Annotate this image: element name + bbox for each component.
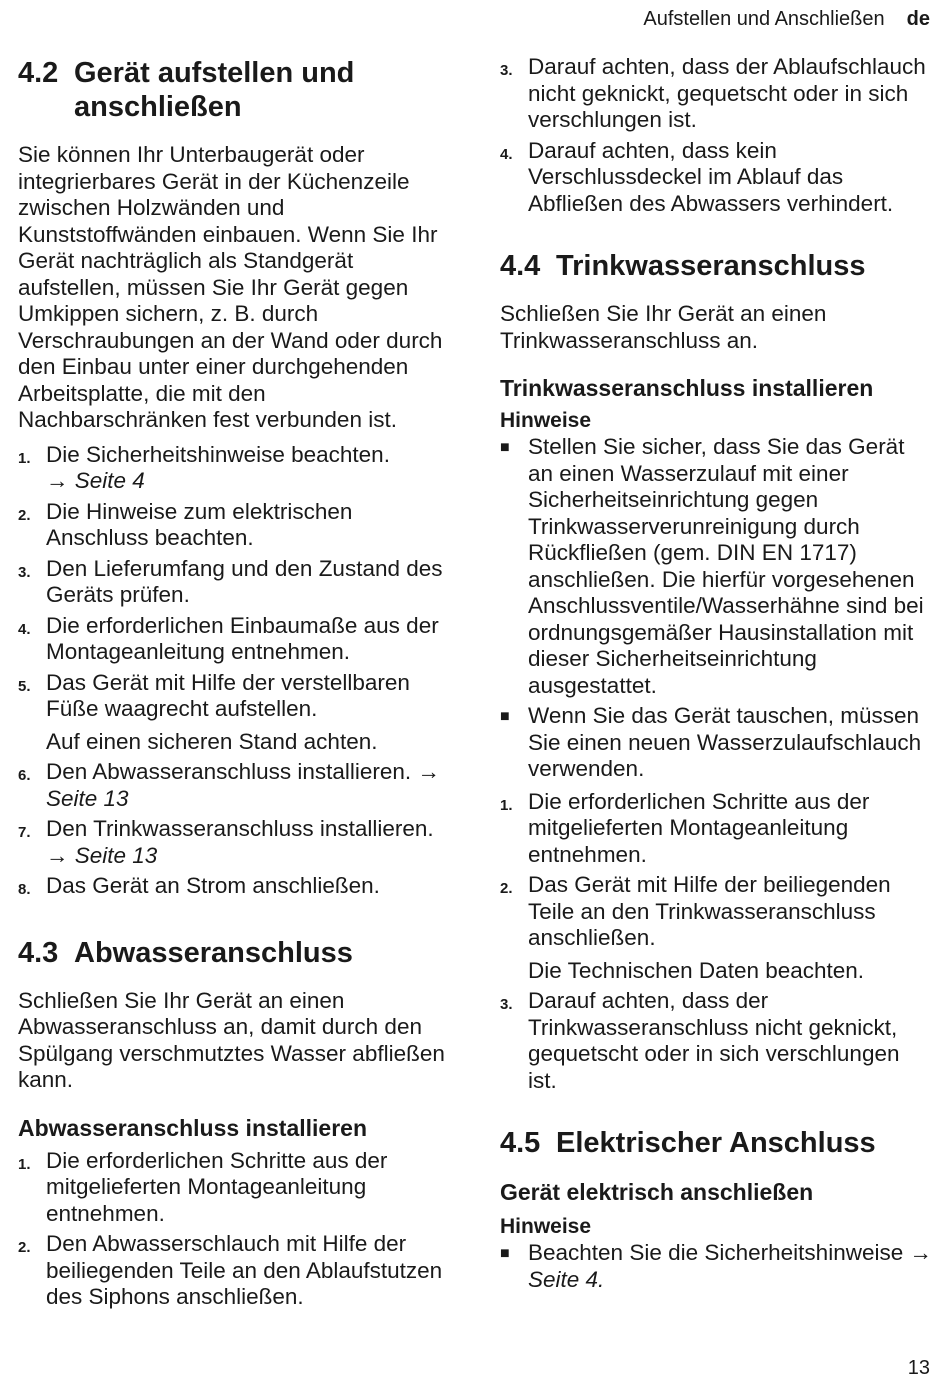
section-4-3-steps	[18, 1148, 458, 1311]
section-title: Trinkwasseranschluss	[556, 250, 866, 282]
notes-heading: Hinweise	[500, 409, 592, 432]
step-text: Darauf achten, dass der Ablaufschlauch nicht geknickt, gequetscht oder in sich verschlungen ist.	[528, 54, 926, 132]
section-number: 4.2	[18, 57, 59, 89]
step-number: 7.	[18, 824, 31, 841]
step-text: Die Sicherheitshinweise beachten.	[46, 441, 390, 467]
step-text: Den Abwasserschlauch mit Hilfe der beiliegenden Teile an den Ablaufstutzen des Siphons anschließen.	[46, 1231, 443, 1309]
notes-heading: Hinweise	[500, 1215, 592, 1238]
step-item	[18, 556, 458, 609]
section-4-5-subheading: Gerät elektrisch anschließen	[500, 1179, 814, 1205]
step-text: Das Gerät mit Hilfe der verstellbaren Füße waagrecht aufstellen.	[46, 669, 410, 721]
step-number: 8.	[18, 881, 31, 898]
notes-list	[500, 434, 932, 783]
step-text: Den Abwasseranschluss installieren.	[46, 759, 412, 784]
step-text: Darauf achten, dass kein Verschlussdeckel im Ablauf das Abfließen des Abwassers verhindert.	[528, 137, 894, 216]
note-text: Wenn Sie das Gerät tauschen, müssen Sie einen neuen Wasserzulaufschlauch verwenden.	[528, 703, 922, 781]
step-item	[18, 1148, 458, 1228]
page-number: 13	[907, 1357, 930, 1379]
note-text: Stellen Sie sicher, dass Sie das Gerät an einen Wasserzulauf mit einer Sicherheitseinrichtung gegen Trinkwasserverunreinigung durch Rückfließen (gem. DIN EN 1717) anschließen. Die hierfür vorgesehenen Anschlussventile/Wasserhähne sind bei ordnungsgemäßer Hausinstallation mit dieser Sicherheitseinrichtung ausgestattet.	[528, 434, 924, 698]
step-number: 4.	[500, 145, 513, 163]
page-header	[643, 8, 930, 31]
step-text: Die Hinweise zum elektrischen Anschluss beachten.	[46, 498, 353, 550]
step-number: 4.	[18, 620, 31, 638]
section-4-3-subheading: Abwasseranschluss installieren	[18, 1114, 367, 1141]
step-item	[18, 442, 458, 495]
step-text: Das Gerät mit Hilfe der beiliegenden Teile an den Trinkwasseranschluss anschließen.	[528, 872, 891, 950]
note-text: Beachten Sie die Sicherheitshinweise	[528, 1240, 904, 1265]
step-number: 3.	[500, 62, 513, 79]
step-item	[500, 988, 932, 1094]
step-number: 3.	[18, 563, 31, 581]
section-4-4-subheading: Trinkwasseranschluss installieren	[500, 375, 874, 401]
bullet-square-icon: ■	[500, 439, 510, 456]
step-text: Darauf achten, dass der Trinkwasseranschluss nicht geknickt, gequetscht oder in sich verschlungen ist.	[528, 988, 900, 1093]
section-4-3-intro: Schließen Sie Ihr Gerät an einen Abwasseranschluss an, damit durch den Spülgang verschmutztes Wasser abfließen kann.	[18, 987, 445, 1092]
step-item	[18, 499, 458, 552]
section-4-2-heading	[18, 56, 458, 124]
notes-list	[500, 1240, 932, 1293]
section-4-4-intro: Schließen Sie Ihr Gerät an einen Trinkwasseranschluss an.	[500, 301, 827, 353]
section-4-3-steps-continued	[500, 54, 932, 217]
page-reference-link[interactable]: → Seite 4	[46, 468, 145, 493]
step-item	[500, 138, 932, 218]
step-item	[500, 872, 932, 952]
section-number: 4.4	[500, 250, 541, 282]
page-reference-link[interactable]: → Seite 13	[46, 842, 158, 868]
right-column	[500, 54, 932, 1297]
section-4-4-heading	[500, 249, 932, 283]
step-number: 1.	[18, 449, 31, 467]
section-4-3-heading	[18, 936, 458, 970]
step-subtext: Die Technischen Daten beachten.	[528, 957, 865, 983]
step-item	[500, 789, 932, 869]
section-4-2-intro: Sie können Ihr Unterbaugerät oder integrierbares Gerät in der Küchenzeile zwischen Holzwänden und Kunststoffwänden einbauen. Wenn Sie Ihr Gerät nachträglich als Standgerät aufstellen, müssen Sie Ihr Gerät gegen Umkippen sichern, z. B. durch Verschraubungen an der Wand oder durch den Einbau unter einer durchgehenden Arbeitsplatte, die mit den Nachbarschränken fest verbunden ist.	[18, 142, 443, 432]
bullet-square-icon: ■	[500, 1245, 510, 1262]
step-item	[18, 873, 458, 904]
step-item	[500, 54, 932, 134]
step-text: Den Lieferumfang und den Zustand des Geräts prüfen.	[46, 555, 443, 607]
step-item	[18, 1231, 458, 1311]
step-item	[18, 613, 458, 666]
step-text: Das Gerät an Strom anschließen.	[46, 873, 380, 898]
step-item	[18, 670, 458, 723]
header-language-code: de	[906, 8, 930, 30]
step-text: Den Trinkwasseranschluss installieren.	[46, 816, 434, 841]
step-number: 3.	[500, 996, 513, 1013]
step-number: 1.	[500, 796, 513, 814]
step-text: Die erforderlichen Einbaumaße aus der Montageanleitung entnehmen.	[46, 612, 439, 664]
left-column	[18, 56, 458, 1315]
step-number: 2.	[18, 506, 31, 524]
section-4-5-heading	[500, 1126, 932, 1160]
bullet-square-icon: ■	[500, 708, 510, 725]
page-reference-link[interactable]: → Seite 4.	[528, 1240, 932, 1292]
step-number: 2.	[18, 1239, 31, 1256]
section-4-4-steps	[500, 789, 932, 1095]
note-item	[500, 703, 932, 783]
section-4-2-steps	[18, 442, 458, 904]
section-number: 4.3	[18, 936, 59, 969]
step-item	[18, 759, 458, 812]
note-item	[500, 434, 932, 699]
step-subtext: Auf einen sicheren Stand achten.	[46, 728, 378, 754]
step-number: 2.	[500, 880, 513, 897]
section-number: 4.5	[500, 1127, 541, 1159]
note-item	[500, 1240, 932, 1293]
step-number: 5.	[18, 677, 31, 695]
page-reference-link[interactable]: → Seite 13	[46, 759, 440, 811]
section-title: Abwasseranschluss	[74, 936, 353, 969]
section-title: Elektrischer Anschluss	[556, 1127, 876, 1159]
header-section-title: Aufstellen und Anschließen	[643, 8, 885, 30]
step-number: 1.	[18, 1155, 31, 1173]
step-text: Die erforderlichen Schritte aus der mitgelieferten Montageanleitung entnehmen.	[528, 788, 870, 867]
step-number: 6.	[18, 767, 31, 784]
step-text: Die erforderlichen Schritte aus der mitgelieferten Montageanleitung entnehmen.	[46, 1147, 388, 1226]
section-title: Gerät aufstellen und anschließen	[74, 57, 355, 123]
step-item	[18, 816, 458, 869]
